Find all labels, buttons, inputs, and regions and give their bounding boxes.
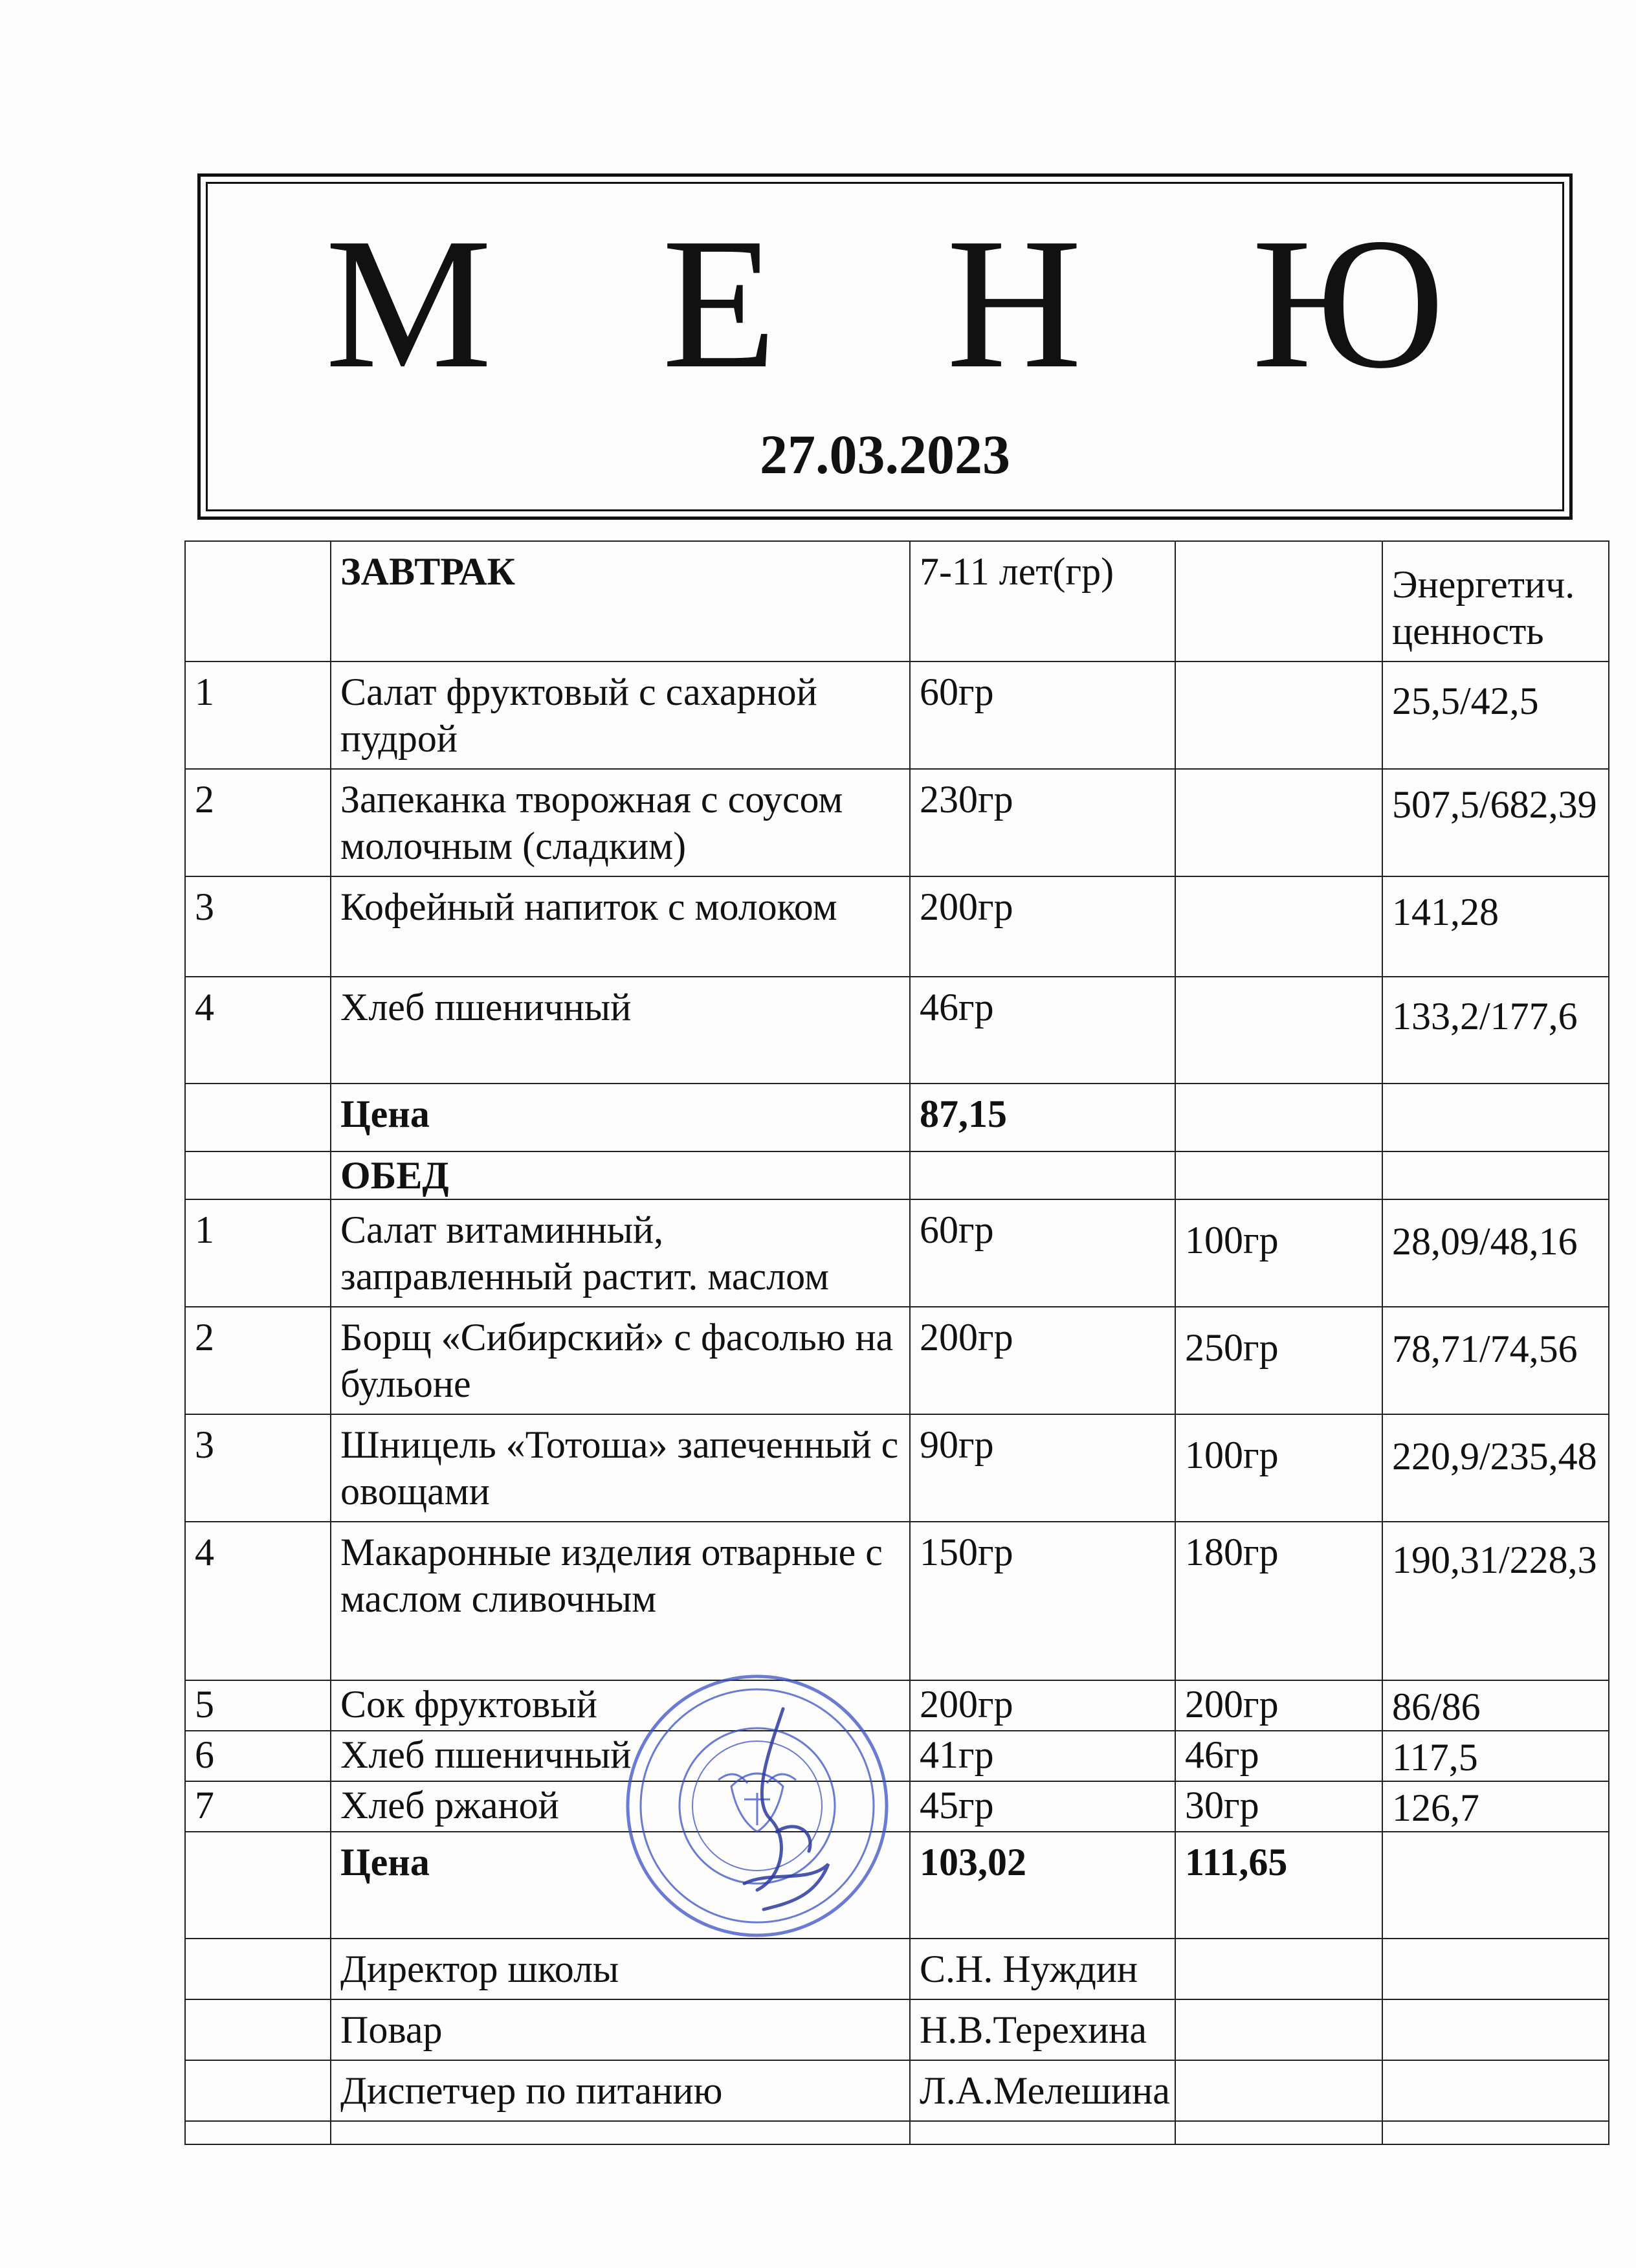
cell-empty [1175, 541, 1382, 662]
item-weight-7-11: 200гр [910, 1307, 1175, 1414]
cell-empty [331, 2121, 910, 2144]
item-energy: 190,31/228,3 [1382, 1522, 1609, 1680]
item-name: Хлеб пшеничный [331, 977, 910, 1084]
item-weight: 46гр [910, 977, 1175, 1084]
cell-empty [1382, 1084, 1609, 1151]
item-number: 2 [185, 769, 331, 876]
cell-empty [1175, 1151, 1382, 1199]
cell-empty [1175, 1999, 1382, 2060]
cell-empty [185, 1999, 331, 2060]
cell-empty [1175, 1939, 1382, 1999]
item-weight-12-18: 100гр [1175, 1199, 1382, 1307]
item-name: Шницель «Тотоша» запеченный с овощами [331, 1414, 910, 1522]
official-stamp [621, 1670, 893, 1942]
cell-empty [1382, 2121, 1609, 2144]
age-header: 7-11 лет(гр) [910, 541, 1175, 662]
cell-empty [185, 2060, 331, 2121]
table-row [185, 1522, 1609, 1680]
cell-empty [910, 2121, 1175, 2144]
item-number: 4 [185, 1522, 331, 1680]
item-name: Хлеб пшеничный [331, 1731, 910, 1781]
menu-table [184, 540, 1609, 2145]
cell-empty [1175, 662, 1382, 769]
signature-row [185, 2060, 1609, 2121]
breakfast-header-row [185, 541, 1609, 662]
lunch-price-label: Цена [331, 1832, 910, 1939]
breakfast-price-label: Цена [331, 1084, 910, 1151]
cell-empty [1175, 1084, 1382, 1151]
table-row [185, 1414, 1609, 1522]
item-weight-7-11: 60гр [910, 1199, 1175, 1307]
table-row [185, 1731, 1609, 1781]
cell-empty [185, 2121, 331, 2144]
item-weight-7-11: 45гр [910, 1781, 1175, 1832]
breakfast-price-row [185, 1084, 1609, 1151]
signature-role: Повар [331, 1999, 910, 2060]
cell-empty [1382, 1999, 1609, 2060]
item-number: 2 [185, 1307, 331, 1414]
cell-empty [1175, 2060, 1382, 2121]
item-weight: 200гр [910, 876, 1175, 977]
item-number: 6 [185, 1731, 331, 1781]
item-number: 1 [185, 1199, 331, 1307]
item-energy: 28,09/48,16 [1382, 1199, 1609, 1307]
item-weight-12-18: 46гр [1175, 1731, 1382, 1781]
lunch-price-7-11: 103,02 [910, 1832, 1175, 1939]
table-row [185, 876, 1609, 977]
table-row [185, 769, 1609, 876]
cell-empty [1382, 1939, 1609, 1999]
signature-name: С.Н. Нуждин [910, 1939, 1175, 1999]
item-number: 7 [185, 1781, 331, 1832]
table-row [185, 977, 1609, 1084]
cell-empty [1175, 2121, 1382, 2144]
lunch-header-row [185, 1151, 1609, 1199]
item-number: 4 [185, 977, 331, 1084]
signature-name: Н.В.Терехина [910, 1999, 1175, 2060]
signature-row [185, 1999, 1609, 2060]
empty-row [185, 2121, 1609, 2144]
item-energy: 133,2/177,6 [1382, 977, 1609, 1084]
item-number: 3 [185, 1414, 331, 1522]
item-name: Борщ «Сибирский» с фасолью на бульоне [331, 1307, 910, 1414]
item-weight-7-11: 150гр [910, 1522, 1175, 1680]
item-name: Салат витаминный, заправленный растит. маслом [331, 1199, 910, 1307]
item-number: 5 [185, 1680, 331, 1731]
menu-title: М Е Н Ю [325, 199, 1507, 407]
item-weight-12-18: 250гр [1175, 1307, 1382, 1414]
item-weight-12-18: 100гр [1175, 1414, 1382, 1522]
item-weight-12-18: 180гр [1175, 1522, 1382, 1680]
lunch-price-12-18: 111,65 [1175, 1832, 1382, 1939]
signature-role: Директор школы [331, 1939, 910, 1999]
item-weight-12-18: 30гр [1175, 1781, 1382, 1832]
item-weight-12-18: 200гр [1175, 1680, 1382, 1731]
item-name: Хлеб ржаной [331, 1781, 910, 1832]
item-weight: 60гр [910, 662, 1175, 769]
item-energy: 507,5/682,39 [1382, 769, 1609, 876]
menu-header-box [197, 173, 1573, 520]
cell-empty [1382, 1151, 1609, 1199]
cell-empty [1382, 2060, 1609, 2121]
energy-header: Энергетич. ценность [1382, 541, 1609, 662]
item-weight-7-11: 41гр [910, 1731, 1175, 1781]
item-weight-7-11: 90гр [910, 1414, 1175, 1522]
signature-row [185, 1939, 1609, 1999]
cell-empty [185, 541, 331, 662]
item-number: 3 [185, 876, 331, 977]
item-energy: 220,9/235,48 [1382, 1414, 1609, 1522]
cell-empty [1382, 1832, 1609, 1939]
item-name: Макаронные изделия отварные с маслом сливочным [331, 1522, 910, 1680]
table-row [185, 1199, 1609, 1307]
signature-name: Л.А.Мелешина [910, 2060, 1175, 2121]
item-energy: 25,5/42,5 [1382, 662, 1609, 769]
table-row [185, 1307, 1609, 1414]
item-energy: 117,5 [1382, 1731, 1609, 1781]
signature-role: Диспетчер по питанию [331, 2060, 910, 2121]
cell-empty [185, 1084, 331, 1151]
breakfast-price: 87,15 [910, 1084, 1175, 1151]
cell-empty [1175, 977, 1382, 1084]
item-weight: 230гр [910, 769, 1175, 876]
item-name: Сок фруктовый [331, 1680, 910, 1731]
item-name: Запеканка творожная с соусом молочным (сладким) [331, 769, 910, 876]
cell-empty [1175, 769, 1382, 876]
item-name: Кофейный напиток с молоком [331, 876, 910, 977]
item-energy: 86/86 [1382, 1680, 1609, 1731]
cell-empty [1175, 876, 1382, 977]
cell-empty [910, 1151, 1175, 1199]
cell-empty [185, 1832, 331, 1939]
item-number: 1 [185, 662, 331, 769]
lunch-title: ОБЕД [331, 1151, 910, 1199]
item-energy: 78,71/74,56 [1382, 1307, 1609, 1414]
lunch-price-row [185, 1832, 1609, 1939]
menu-date: 27.03.2023 [760, 423, 1010, 485]
table-row [185, 662, 1609, 769]
item-energy: 141,28 [1382, 876, 1609, 977]
cell-empty [185, 1151, 331, 1199]
breakfast-title: ЗАВТРАК [331, 541, 910, 662]
table-row [185, 1680, 1609, 1731]
cell-empty [185, 1939, 331, 1999]
item-name: Салат фруктовый с сахарной пудрой [331, 662, 910, 769]
item-weight-7-11: 200гр [910, 1680, 1175, 1731]
table-row [185, 1781, 1609, 1832]
menu-header-inner-border [206, 182, 1564, 511]
item-energy: 126,7 [1382, 1781, 1609, 1832]
